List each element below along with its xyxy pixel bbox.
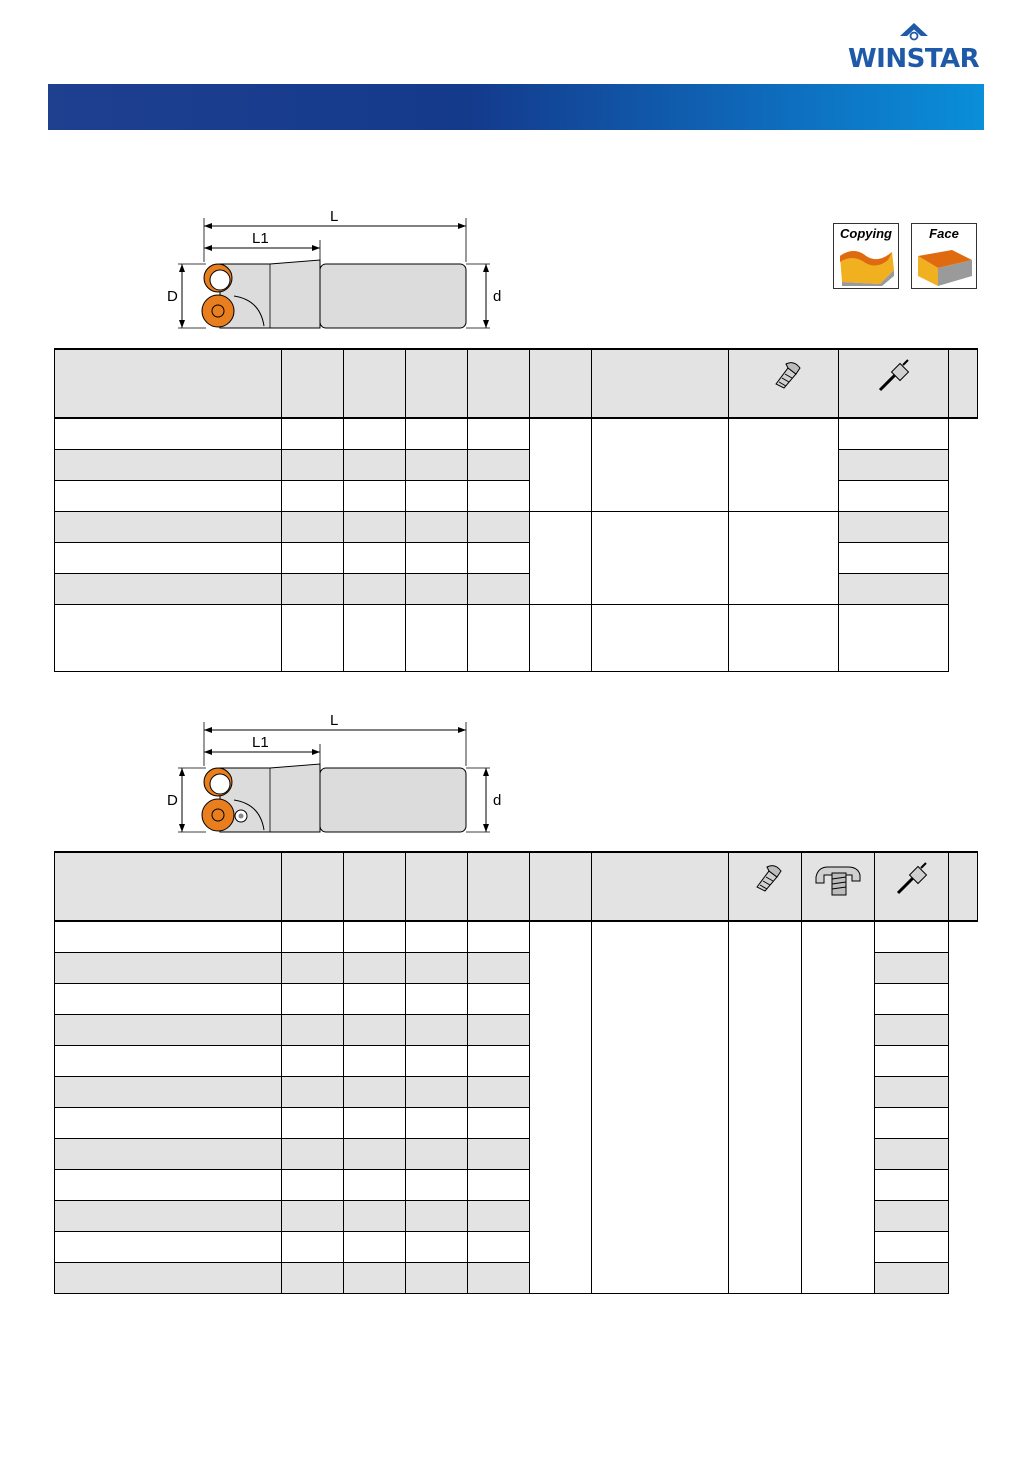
table-cell: [468, 1107, 530, 1138]
table-cell: [406, 1231, 468, 1262]
table-cell: [839, 604, 949, 671]
table-cell: [55, 921, 282, 952]
table-cell: [344, 480, 406, 511]
table-cell: [406, 1262, 468, 1293]
table-cell: [875, 1045, 949, 1076]
table-cell: [344, 1262, 406, 1293]
table-cell: [406, 1045, 468, 1076]
table-row: [55, 573, 978, 604]
table-cell: [875, 952, 949, 983]
table-cell: [55, 1045, 282, 1076]
table-cell: [729, 921, 802, 1293]
dim-d-label: d: [493, 288, 502, 305]
dim-L1-label: L1: [252, 230, 269, 247]
table-cell: [406, 480, 468, 511]
torx-key-icon: [894, 861, 930, 897]
header-cell: [592, 852, 729, 921]
table-cell: [282, 921, 344, 952]
table-cell: [55, 1262, 282, 1293]
tool-drawing-2: [160, 704, 490, 834]
table-cell: [592, 511, 729, 604]
table-cell: [55, 542, 282, 573]
table-header: [55, 349, 978, 418]
table-cell: [468, 573, 530, 604]
table-cell: [592, 604, 729, 671]
table-cell: [282, 952, 344, 983]
spec-table-2: [54, 851, 978, 1294]
header-cell: [344, 852, 406, 921]
table-cell: [406, 1014, 468, 1045]
table-cell: [839, 542, 949, 573]
table-cell: [875, 1076, 949, 1107]
table-cell: [530, 921, 592, 1293]
table-cell: [592, 418, 729, 511]
table-cell: [55, 1231, 282, 1262]
header-cell: [530, 349, 592, 418]
table-cell: [406, 542, 468, 573]
table-cell: [468, 1169, 530, 1200]
table-cell: [802, 921, 875, 1293]
table-cell: [344, 511, 406, 542]
table-cell: [344, 542, 406, 573]
header-cell: [55, 349, 282, 418]
table-cell: [839, 573, 949, 604]
dim-D-label: D: [167, 288, 178, 305]
dim-L1-label: L1: [252, 734, 269, 751]
table-cell: [344, 418, 406, 449]
table-cell: [55, 983, 282, 1014]
header-cell: [949, 349, 978, 418]
spec-table-1: [54, 348, 978, 672]
table-cell: [406, 1107, 468, 1138]
copying-icon: [838, 242, 896, 286]
table-cell: [406, 418, 468, 449]
table-cell: [282, 511, 344, 542]
table-cell: [344, 1045, 406, 1076]
dim-D-label: D: [167, 792, 178, 809]
header-cell: [406, 349, 468, 418]
table-cell: [875, 1169, 949, 1200]
clamp-icon: [812, 861, 864, 897]
logo-wordmark: WINSTAR: [848, 44, 980, 74]
table-cell: [282, 480, 344, 511]
table-cell: [282, 542, 344, 573]
table-cell: [468, 449, 530, 480]
table-cell: [344, 1169, 406, 1200]
application-copying: [833, 223, 899, 289]
table-cell: [839, 418, 949, 449]
header-torx-key: [875, 852, 949, 921]
table-row: [55, 921, 978, 952]
table-cell: [839, 480, 949, 511]
table-cell: [468, 1262, 530, 1293]
header-cell: [344, 349, 406, 418]
table-cell: [839, 511, 949, 542]
table-cell: [55, 449, 282, 480]
table-cell: [468, 480, 530, 511]
table-cell: [282, 1045, 344, 1076]
table-cell: [406, 1200, 468, 1231]
table-cell: [282, 1200, 344, 1231]
table-cell: [468, 1076, 530, 1107]
table-cell: [468, 604, 530, 671]
table-cell: [875, 983, 949, 1014]
table-cell: [55, 480, 282, 511]
table-cell: [282, 1076, 344, 1107]
table-cell: [282, 604, 344, 671]
table-cell: [729, 418, 839, 511]
table-cell: [282, 1231, 344, 1262]
header-cell: [282, 852, 344, 921]
table-cell: [530, 511, 592, 604]
table-cell: [406, 573, 468, 604]
header-clamp: [802, 852, 875, 921]
application-copying-label: Copying: [840, 226, 892, 241]
header-cell: [949, 852, 978, 921]
table-cell: [875, 1262, 949, 1293]
logo-diamond-icon: [894, 22, 934, 46]
table-cell: [55, 952, 282, 983]
table-cell: [344, 1076, 406, 1107]
header-screw: [729, 852, 802, 921]
header-cell: [468, 349, 530, 418]
table-cell: [282, 449, 344, 480]
table-cell: [282, 573, 344, 604]
table-cell: [406, 1138, 468, 1169]
table-cell: [282, 983, 344, 1014]
dim-L-label: L: [330, 712, 339, 729]
table-cell: [55, 1138, 282, 1169]
table-cell: [406, 511, 468, 542]
table-cell: [55, 1200, 282, 1231]
table-row: [55, 511, 978, 542]
table-cell: [406, 983, 468, 1014]
table-cell: [344, 1231, 406, 1262]
header-banner: [48, 84, 984, 130]
table-cell: [406, 1076, 468, 1107]
table-cell: [468, 1138, 530, 1169]
table-cell: [468, 952, 530, 983]
table-cell: [875, 921, 949, 952]
table-cell: [55, 511, 282, 542]
table-cell: [875, 1138, 949, 1169]
table-cell: [468, 1231, 530, 1262]
table-cell: [468, 511, 530, 542]
table-cell: [875, 1107, 949, 1138]
table-cell: [344, 1014, 406, 1045]
table-cell: [282, 418, 344, 449]
application-face-label: Face: [929, 226, 959, 241]
table-cell: [875, 1200, 949, 1231]
table-cell: [406, 449, 468, 480]
table-cell: [282, 1107, 344, 1138]
table-cell: [839, 449, 949, 480]
header-cell: [468, 852, 530, 921]
table-cell: [406, 952, 468, 983]
table-cell: [344, 952, 406, 983]
table-cell: [729, 604, 839, 671]
table-cell: [55, 1076, 282, 1107]
table-cell: [530, 604, 592, 671]
header-torx-key: [839, 349, 949, 418]
table-cell: [468, 921, 530, 952]
dim-d-label: d: [493, 792, 502, 809]
screw-icon: [747, 861, 783, 893]
table-cell: [468, 542, 530, 573]
table-row: [55, 604, 978, 671]
table-cell: [344, 1107, 406, 1138]
table-cell: [282, 1169, 344, 1200]
table-cell: [282, 1138, 344, 1169]
table-cell: [55, 1169, 282, 1200]
header-cell: [592, 349, 729, 418]
table-cell: [282, 1262, 344, 1293]
table-cell: [530, 418, 592, 511]
table-cell: [55, 1014, 282, 1045]
table-cell: [468, 1200, 530, 1231]
table-cell: [55, 604, 282, 671]
table-cell: [344, 983, 406, 1014]
table-cell: [468, 418, 530, 449]
table-cell: [875, 1231, 949, 1262]
header-cell: [55, 852, 282, 921]
face-milling-icon: [916, 242, 974, 286]
table-row: [55, 418, 978, 449]
table-cell: [344, 1200, 406, 1231]
table-cell: [344, 921, 406, 952]
header-cell: [282, 349, 344, 418]
header-screw: [729, 349, 839, 418]
table-cell: [406, 921, 468, 952]
table-cell: [592, 921, 729, 1293]
table-cell: [344, 1138, 406, 1169]
table-row: [55, 542, 978, 573]
table-cell: [729, 511, 839, 604]
table-header: [55, 852, 978, 921]
table-cell: [406, 604, 468, 671]
table-cell: [55, 418, 282, 449]
table-cell: [55, 573, 282, 604]
table-cell: [468, 983, 530, 1014]
table-row: [55, 480, 978, 511]
table-cell: [406, 1169, 468, 1200]
table-cell: [344, 449, 406, 480]
table-row: [55, 449, 978, 480]
header-cell: [406, 852, 468, 921]
table-cell: [468, 1014, 530, 1045]
winstar-logo: [848, 22, 988, 72]
dim-L-label: L: [330, 208, 339, 225]
table-cell: [282, 1014, 344, 1045]
application-face: [911, 223, 977, 289]
torx-key-icon: [876, 358, 912, 394]
table-cell: [344, 604, 406, 671]
table-cell: [344, 573, 406, 604]
screw-icon: [766, 358, 802, 390]
table-cell: [468, 1045, 530, 1076]
table-cell: [55, 1107, 282, 1138]
table-cell: [875, 1014, 949, 1045]
tool-drawing-1: [160, 200, 490, 330]
header-cell: [530, 852, 592, 921]
